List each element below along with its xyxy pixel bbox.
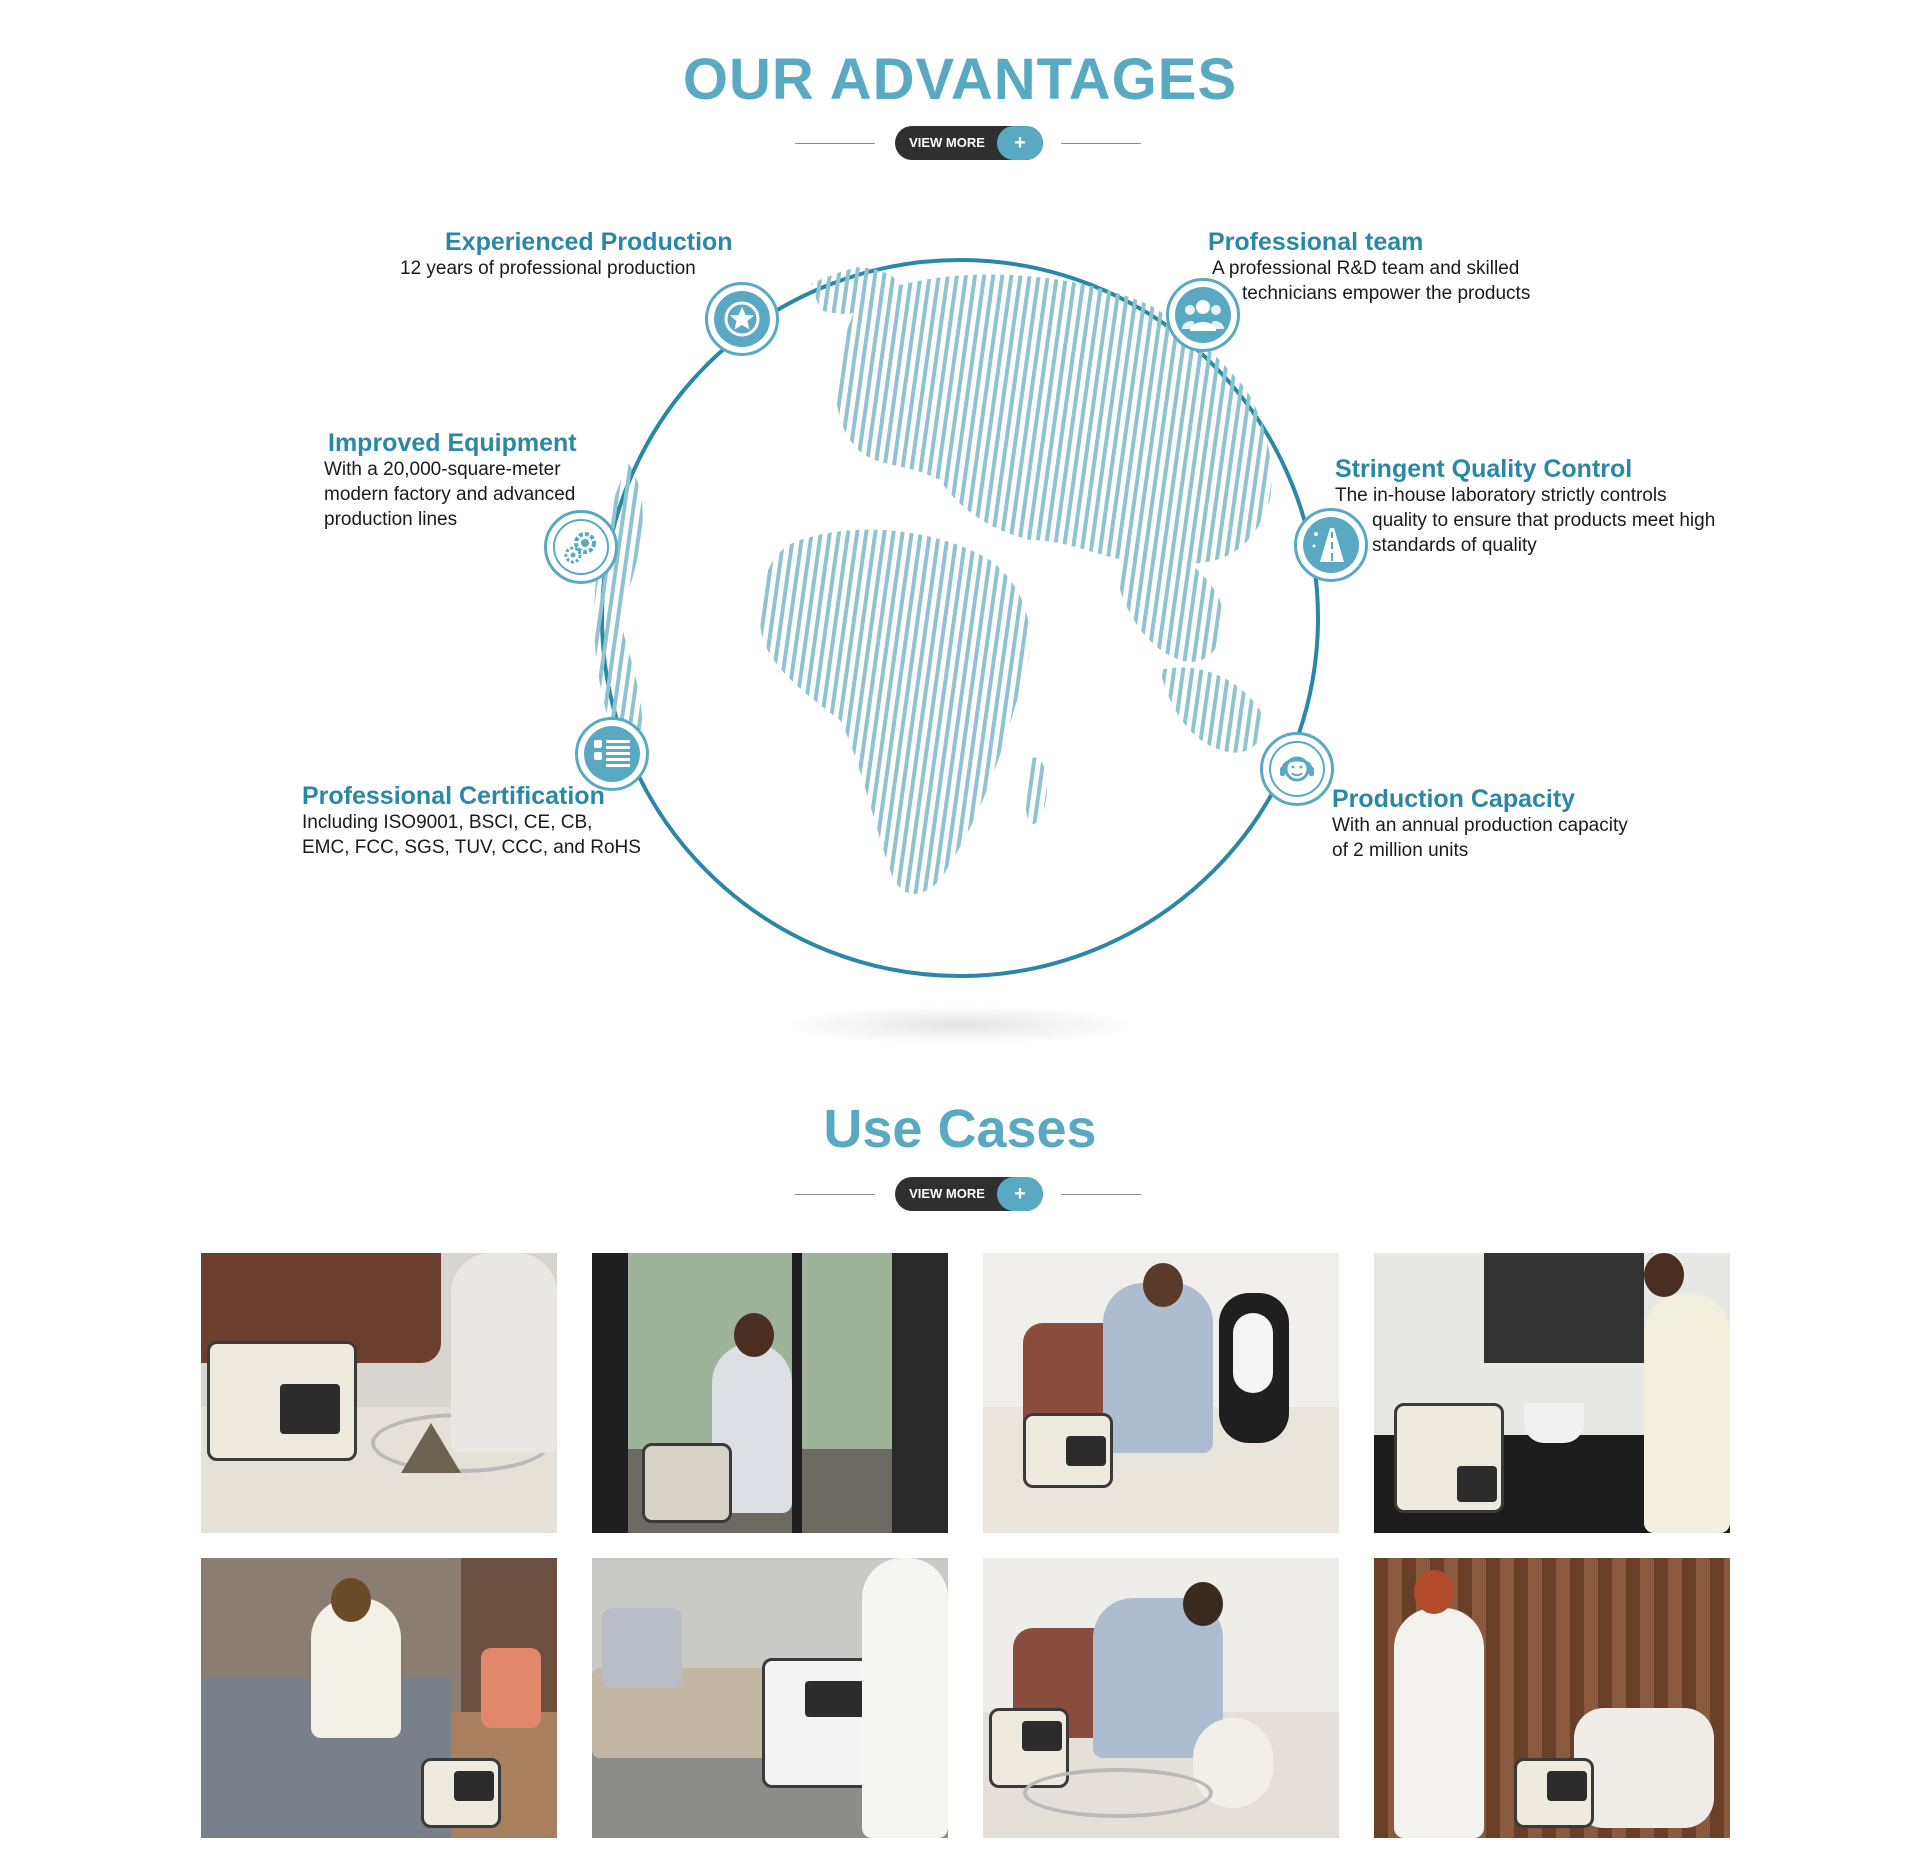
headset-support-icon — [1260, 732, 1334, 806]
advantage-desc: With a 20,000-square-meter — [324, 459, 561, 480]
use-cases-title: Use Cases — [823, 1099, 1097, 1159]
advantage-title: Improved Equipment — [328, 429, 577, 457]
advantage-desc: With an annual production capacity — [1332, 815, 1628, 836]
sofa-cushion-cleaning-photo[interactable] — [592, 1558, 948, 1838]
glass-door-cleaning-photo[interactable] — [592, 1253, 948, 1533]
advantage-certification — [302, 782, 682, 860]
advantage-desc: production lines — [324, 509, 458, 530]
advantage-title: Stringent Quality Control — [1335, 455, 1633, 483]
view-more-label: VIEW MORE — [909, 1186, 985, 1201]
advantage-desc: The in-house laboratory strictly controls — [1335, 485, 1667, 506]
use-cases-divider-right — [1061, 1194, 1141, 1195]
advantage-desc: 12 years of professional production — [400, 258, 696, 279]
advantages-divider-left — [795, 143, 875, 144]
advantage-desc: quality to ensure that products meet high — [1372, 510, 1716, 531]
advantage-title: Experienced Production — [445, 228, 733, 256]
star-badge-icon — [705, 282, 779, 356]
pet-cat-cleaning-photo[interactable] — [983, 1558, 1339, 1838]
use-cases-view-more-button[interactable] — [895, 1177, 1043, 1211]
advantage-desc: technicians empower the products — [1242, 283, 1531, 304]
view-more-label: VIEW MORE — [909, 135, 985, 150]
advantage-desc: standards of quality — [1372, 535, 1537, 556]
advantage-desc: A professional R&D team and skilled — [1212, 258, 1520, 279]
advantage-title: Professional team — [1208, 228, 1424, 256]
advantage-quality-control — [1335, 455, 1755, 558]
use-cases-divider-left — [795, 1194, 875, 1195]
plus-icon: + — [997, 1177, 1043, 1211]
advantage-experienced-production — [400, 228, 740, 281]
curtain-cleaning-photo[interactable] — [1374, 1558, 1730, 1838]
advantages-divider-right — [1061, 143, 1141, 144]
advantage-desc: EMC, FCC, SGS, TUV, CCC, and RoHS — [302, 837, 641, 858]
advantage-title: Professional Certification — [302, 782, 605, 810]
advantage-desc: of 2 million units — [1332, 840, 1469, 861]
advantage-desc: Including ISO9001, BSCI, CE, CB, — [302, 812, 593, 833]
advantages-title: OUR ADVANTAGES — [682, 47, 1238, 112]
advantages-view-more-button[interactable] — [895, 126, 1043, 160]
advantage-title: Production Capacity — [1332, 785, 1576, 813]
mattress-cleaning-photo[interactable] — [201, 1558, 557, 1838]
kitchen-hood-cleaning-photo[interactable] — [1374, 1253, 1730, 1533]
advantage-improved-equipment — [324, 429, 624, 532]
plus-icon: + — [997, 126, 1043, 160]
advantage-professional-team — [1208, 228, 1588, 306]
advantage-desc: modern factory and advanced — [324, 484, 576, 505]
advantage-production-capacity — [1332, 785, 1672, 863]
certificate-icon — [575, 717, 649, 791]
pet-food-spill-photo[interactable] — [983, 1253, 1339, 1533]
globe-shadow — [780, 1005, 1140, 1045]
carpet-cleaning-photo[interactable] — [201, 1253, 557, 1533]
globe-illustration — [560, 240, 1340, 1000]
